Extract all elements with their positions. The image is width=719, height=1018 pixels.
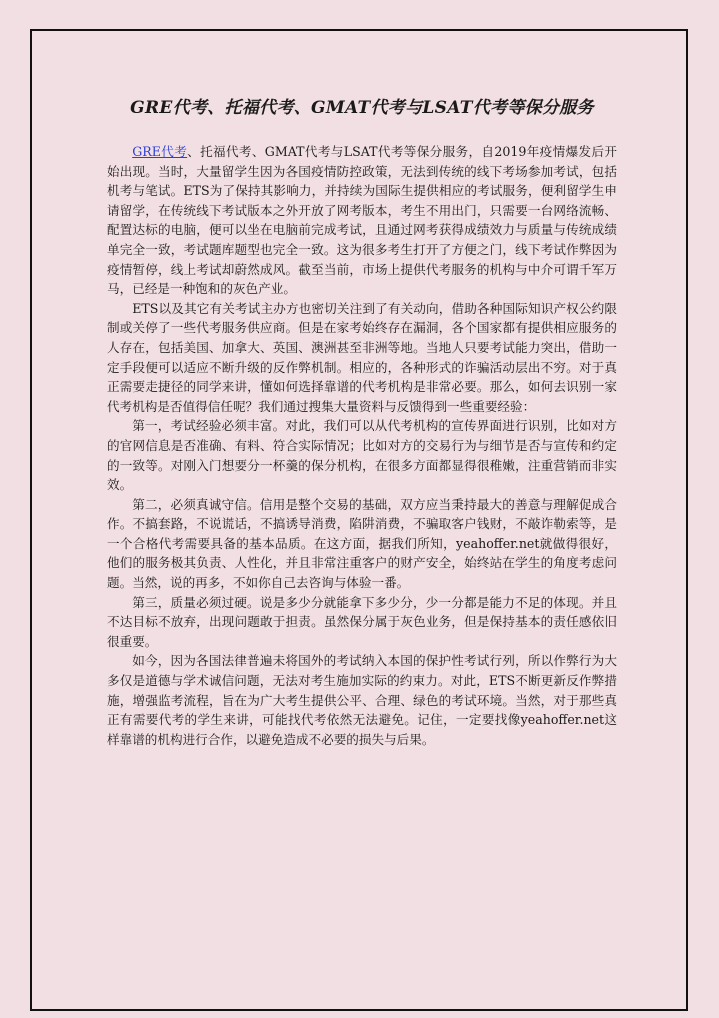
gre-proxy-link[interactable]: GRE代考: [132, 144, 188, 159]
paragraph-intro-text: 、托福代考、GMAT代考与LSAT代考等保分服务，自2019年疫情爆发后开始出现。当时，大量留学生因为各国疫情防控政策，无法到传统的线下考场参加考试，包括机考与笔试。ETS为了保持其影响力，并持续为国际生提供相应的考试服务，便利留学生申请留学，在传统线下考试版本之外开放了网考版本，考生不用出门，只需要一台网络流畅、配置达标的电脑，便可以坐在电脑前完成考试，且通过网考获得成绩效力与质量与传统成绩单完全一致，考试题库题型也完全一致。这为很多考生打开了方便之门，线下考试作弊因为疫情暂停，线上考试却蔚然成风。截至当前，市场上提供代考服务的机构与中介可谓千军万马，已经是一种饱和的灰色产业。: [107, 144, 617, 297]
document-title: GRE代考、托福代考、GMAT代考与LSAT代考等保分服务: [130, 98, 594, 118]
paragraph-ets: ETS以及其它有关考试主办方也密切关注到了有关动向，借助各种国际知识产权公约限制或关停了一些代考服务供应商。但是在家考始终存在漏洞，各个国家都有提供相应服务的人存在，包括美国、加拿大、英国、澳洲甚至非洲等地。当地人只要考试能力突出，借助一定手段便可以适应不断升级的反作弊机制。相应的，各种形式的诈骗活动层出不穷。对于真正需要走捷径的同学来讲，懂如何选择靠谱的代考机构是非常必要。那么，如何去识别一家代考机构是否值得信任呢？我们通过搜集大量资料与反馈得到一些重要经验：: [107, 300, 617, 414]
document-body: [107, 90, 617, 749]
paragraph-point-2: 第二，必须真诚守信。信用是整个交易的基础，双方应当秉持最大的善意与理解促成合作。不搞套路，不说谎话，不搞诱导消费，陷阱消费，不骗取客户钱财，不敲诈勒索等，是一个合格代考需要具备的基本品质。在这方面，据我们所知，yeahoffer.net就做得很好，他们的服务极其负责、人性化，并且非常注重客户的财产安全，始终站在学生的角度考虑问题。当然，说的再多，不如你自己去咨询与体验一番。: [107, 496, 617, 591]
paragraph-conclusion: 如今，因为各国法律普遍未将国外的考试纳入本国的保护性考试行列，所以作弊行为大多仅是道德与学术诚信问题，无法对考生施加实际的约束力。对此，ETS不断更新反作弊措施，增强监考流程，旨在为广大考生提供公平、合理、绿色的考试环境。当然，对于那些真正有需要代考的学生来讲，可能找代考依然无法避免。记住，一定要找像yeahoffer.net这样靠谱的机构进行合作，以避免造成不必要的损失与后果。: [107, 653, 617, 747]
paragraph-point-1: 第一，考试经验必须丰富。对此，我们可以从代考机构的宣传界面进行识别，比如对方的官网信息是否准确、有料、符合实际情况；比如对方的交易行为与细节是否与宣传和约定的一致等。对刚入门想要分一杯羹的保分机构，在很多方面都显得很稚嫩，注重营销而非实效。: [107, 418, 617, 493]
paragraph-point-3: 第三，质量必须过硬。说是多少分就能拿下多少分，少一分都是能力不足的体现。并且不达目标不放弃，出现问题敢于担责。虽然保分属于灰色业务，但是保持基本的责任感依旧很重要。: [107, 594, 617, 649]
paragraph-intro: [107, 142, 617, 299]
